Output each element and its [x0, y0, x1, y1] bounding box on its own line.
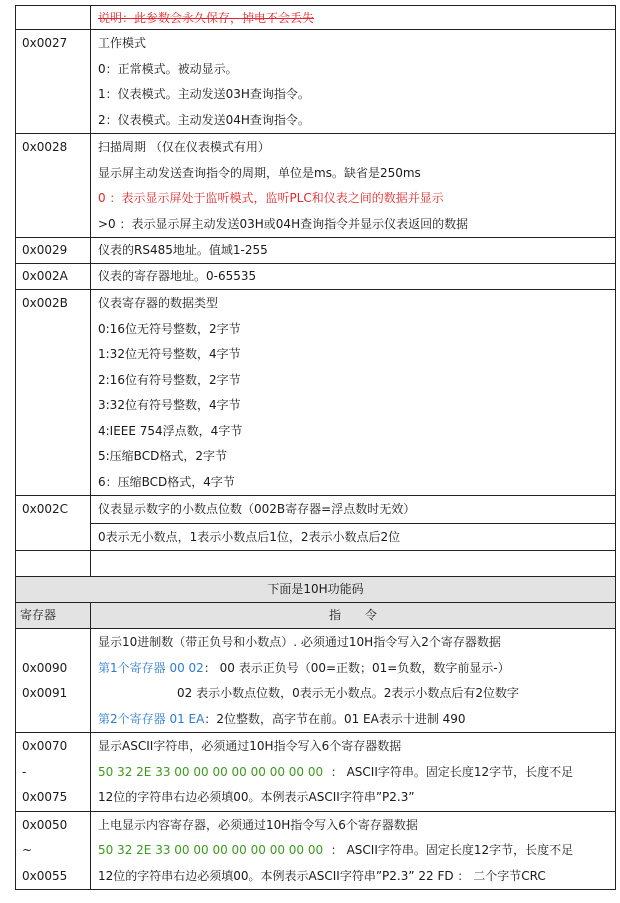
hex-bytes: 50 32 2E 33 00 00 00 00 00 00 00 00: [98, 843, 324, 857]
register-description: 0:16位无符号整数，2字节: [98, 321, 241, 336]
register-description: 仪表的寄存器地址。0-65535: [98, 269, 257, 283]
table-row: [16, 811, 616, 890]
register-description: 仪表寄存器的数据类型: [98, 296, 219, 310]
table-row: [16, 496, 616, 524]
register-table: [15, 5, 616, 890]
register-description: 2:16位有符号整数，2字节: [98, 372, 241, 387]
hex-bytes: 50 32 2E 33 00 00 00 00 00 00 00 00: [98, 764, 324, 779]
table-row: [16, 238, 616, 264]
table-row: [16, 629, 616, 733]
register-1-text: ： 00 表示正负号（00=正数；01=负数，数字前显示-）: [203, 660, 510, 675]
register-address: 0x0027: [16, 30, 91, 134]
register-address: 0x0050: [22, 817, 68, 832]
register-description: 02 表示小数点位数，0表示无小数点。2表示小数点后有2位数字: [177, 686, 519, 700]
register-description: >0 ：表示显示屏主动发送03H或04H查询指令并显示仪表返回的数据: [98, 216, 469, 231]
register-2-text: ：2位整数，高字节在前。01 EA表示十进制 490: [204, 711, 466, 726]
register-description: 显示10进制数（带正负号和小数点）. 必须通过10H指令写入2个寄存器数据: [98, 635, 501, 649]
register-description: 2：仪表模式。主动发送04H查询指令。: [98, 112, 310, 127]
table-row: [16, 733, 616, 812]
register-address: 0x0028: [16, 134, 91, 238]
register-description: 显示ASCII字符串，必须通过10H指令写入6个寄存器数据: [98, 739, 402, 753]
register-description: 上电显示内容寄存器，必须通过10H指令写入6个寄存器数据: [98, 817, 418, 832]
table-row: [16, 290, 616, 496]
table-row: [16, 264, 616, 290]
register-address: 0x0070: [22, 739, 68, 753]
table-row: [16, 551, 616, 577]
table-row: [16, 6, 616, 30]
register-description: 显示屏主动发送查询指令的周期，单位是ms。缺省是250ms: [98, 165, 421, 180]
hex-description: ： ASCII字符串。固定长度12字节，长度不足: [330, 764, 574, 779]
register-description: 仪表显示数字的小数点位数（002B寄存器=浮点数时无效）: [98, 502, 416, 516]
register-description: 6：压缩BCD格式，4字节: [98, 474, 235, 489]
register-description: 12位的字符串右边必须填00。本例表示ASCII字符串”P2.3” 22 FD ： 二个字节CRC: [98, 868, 546, 883]
section-header-row: [16, 577, 616, 603]
register-address: 0x0075: [22, 790, 68, 804]
section-title: 下面是10H功能码: [16, 577, 616, 603]
register-description: 0 ：表示显示屏处于监听模式，监听PLC和仪表之间的数据并显示: [98, 191, 444, 205]
table-row: [16, 134, 616, 238]
register-2-label: 第2个寄存器 01 EA: [98, 711, 205, 726]
register-address: 0x0091: [22, 686, 68, 700]
table-row: [16, 523, 616, 551]
register-address: 0x0029: [16, 238, 91, 264]
register-1-label: 第1个寄存器 00 02: [98, 660, 204, 675]
register-description: 5:压缩BCD格式，2字节: [98, 449, 227, 463]
register-description: 3:32位有符号整数，4字节: [98, 398, 241, 412]
register-address: 0x0055: [22, 868, 68, 883]
register-description: 0表示无小数点，1表示小数点后1位，2表示小数点后2位: [98, 529, 401, 544]
register-description: 仪表的RS485地址。值域1-255: [98, 243, 268, 257]
column-header-row: [16, 603, 616, 629]
register-description: 工作模式: [98, 36, 147, 50]
register-description: 12位的字符串右边必须填00。本例表示ASCII字符串”P2.3”: [98, 790, 415, 804]
column-header-instruction: 指 令: [91, 603, 616, 629]
register-description: 4:IEEE 754浮点数，4字节: [98, 423, 243, 438]
range-separator: -: [22, 764, 27, 779]
register-description: 1：仪表模式。主动发送03H查询指令。: [98, 87, 310, 101]
range-separator: ~: [22, 843, 33, 857]
table-row: [16, 30, 616, 134]
register-description: 1:32位无符号整数，4字节: [98, 347, 241, 361]
register-description: 0：正常模式。被动显示。: [98, 61, 238, 76]
hex-description: ： ASCII字符串。固定长度12字节，长度不足: [330, 843, 574, 857]
register-address: 0x0090: [22, 660, 68, 675]
register-description: 扫描周期 （仅在仪表模式有用）: [98, 140, 270, 154]
register-address: 0x002B: [16, 290, 91, 496]
column-header-register: 寄存器: [16, 603, 91, 629]
register-address: 0x002C: [16, 496, 91, 524]
persistence-note: 说明：此参数会永久保存，掉电不会丢失: [98, 11, 315, 25]
cut-off-text-fragment: [15, 893, 235, 903]
register-address: 0x002A: [16, 264, 91, 290]
